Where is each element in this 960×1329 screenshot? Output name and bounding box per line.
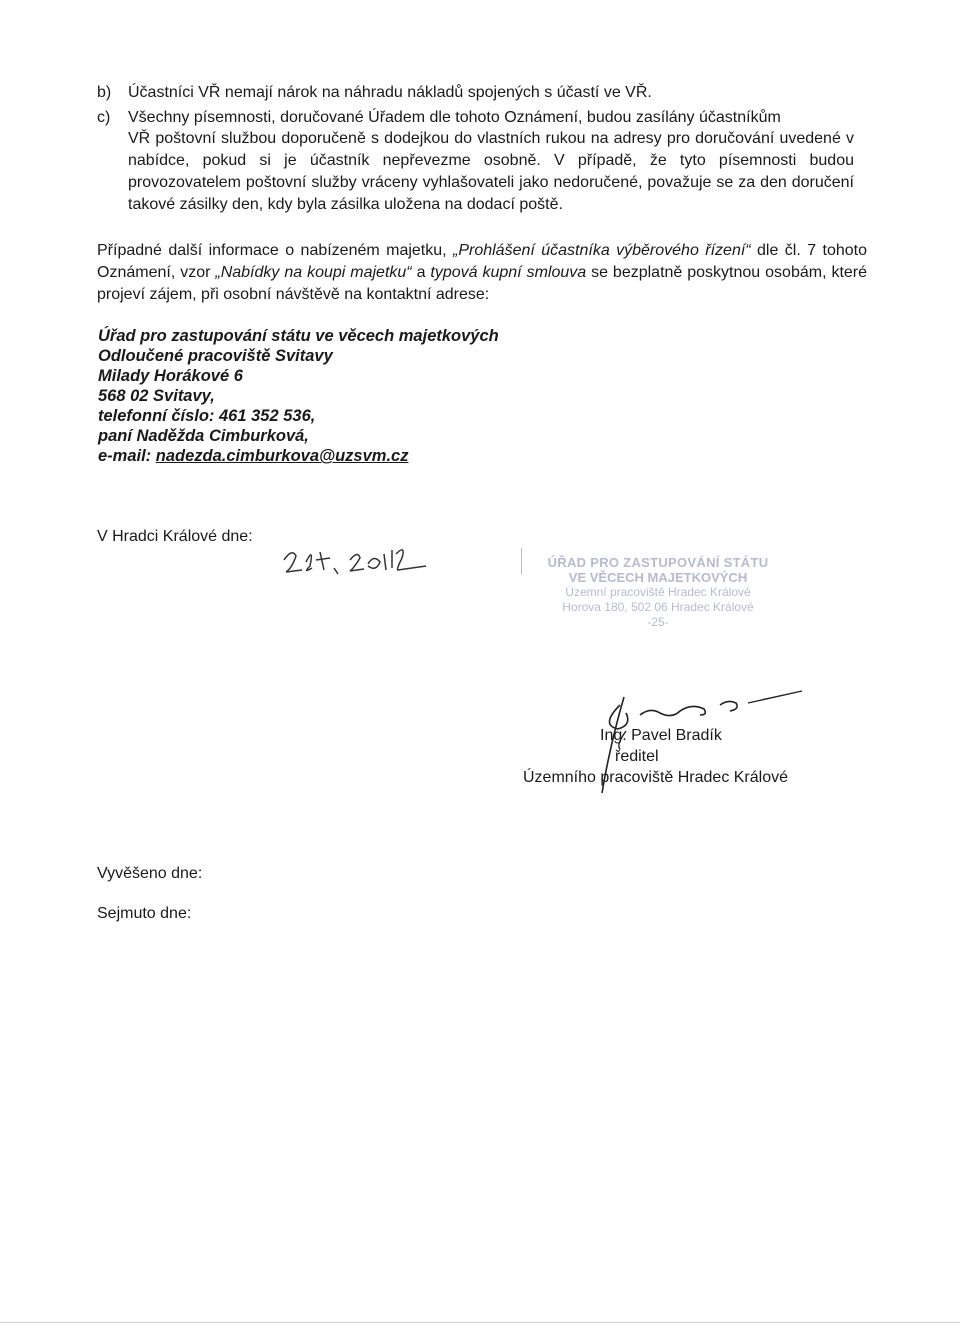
- contact-email-row: [98, 446, 408, 466]
- signatory-name: Ing. Pavel Bradík: [600, 727, 722, 744]
- contact-city: 568 02 Svitavy,: [98, 387, 215, 405]
- contact-office: Úřad pro zastupování státu ve věcech majetkových: [98, 327, 499, 345]
- handwritten-date: [280, 540, 430, 580]
- stamp-line-5: -25-: [647, 615, 669, 629]
- contact-person: paní Naděžda Cimburková,: [98, 427, 309, 445]
- stamp-line-1: ÚŘAD PRO ZASTUPOVÁNÍ STÁTU: [547, 555, 769, 570]
- stamp-line-3: Územní pracoviště Hradec Králové: [565, 585, 751, 599]
- scan-edge-line: [0, 1322, 960, 1323]
- info-text-4: se bezplatně poskytnou osobám, které projeví zájem, při osobní návštěvě na kontaktní adrese:: [97, 264, 868, 303]
- info-text-1: Případné další informace o nabízeném majetku,: [97, 242, 453, 259]
- posted-label: Vyvěšeno dne:: [97, 865, 203, 882]
- info-quote-offer: „Nabídky na koupi majetku“: [215, 264, 412, 281]
- para-b-marker: b): [97, 84, 112, 101]
- stamp-edge-mark: [521, 548, 524, 574]
- contact-phone: telefonní číslo: 461 352 536,: [98, 407, 316, 425]
- stamp-line-4: Horova 180, 502 06 Hradec Králové: [562, 600, 754, 614]
- email-link[interactable]: nadezda.cimburkova@uzsvm.cz: [155, 447, 409, 465]
- info-quote-declaration: „Prohlášení účastníka výběrového řízení“: [453, 242, 751, 259]
- info-paragraph: [97, 240, 867, 306]
- signatory-office: Územního pracoviště Hradec Králové: [523, 769, 789, 786]
- email-label: e-mail:: [98, 447, 156, 465]
- para-c-body: VŘ poštovní službou doporučeně s dodejkou do vlastních rukou na adresy pro doručování uvedené v nabídce, pokud si je účastník nepřevezme osobně. V případě, že tyto písemnosti budou provozovatelem poštovní služby vráceny vyhlašovateli jako nedoručené, považuje se za den doručení takové zásilky den, kdy byla zásilka uložena na dodací poště.: [128, 130, 854, 213]
- removed-label: Sejmuto dne:: [97, 905, 192, 922]
- para-b-text: Účastníci VŘ nemají nárok na náhradu nákladů spojených s účastí ve VŘ.: [128, 84, 652, 101]
- official-stamp: [538, 555, 778, 630]
- para-c-marker: c): [97, 109, 111, 126]
- contact-street: Milady Horákové 6: [98, 367, 243, 385]
- info-text-3: a: [411, 264, 431, 281]
- signatory-title: ředitel: [615, 748, 659, 765]
- stamp-line-2: VE VĚCECH MAJETKOVÝCH: [568, 570, 748, 585]
- para-c-line1: Všechny písemnosti, doručované Úřadem dle tohoto Oznámení, budou zasílány účastníkům: [128, 109, 781, 126]
- info-text-2: dle čl. 7 tohoto Oznámení, vzor: [97, 242, 867, 281]
- info-quote-contract: typová kupní smlouva: [430, 264, 587, 281]
- contact-branch: Odloučené pracoviště Svitavy: [98, 347, 333, 365]
- date-label: V Hradci Králové dne:: [97, 528, 253, 545]
